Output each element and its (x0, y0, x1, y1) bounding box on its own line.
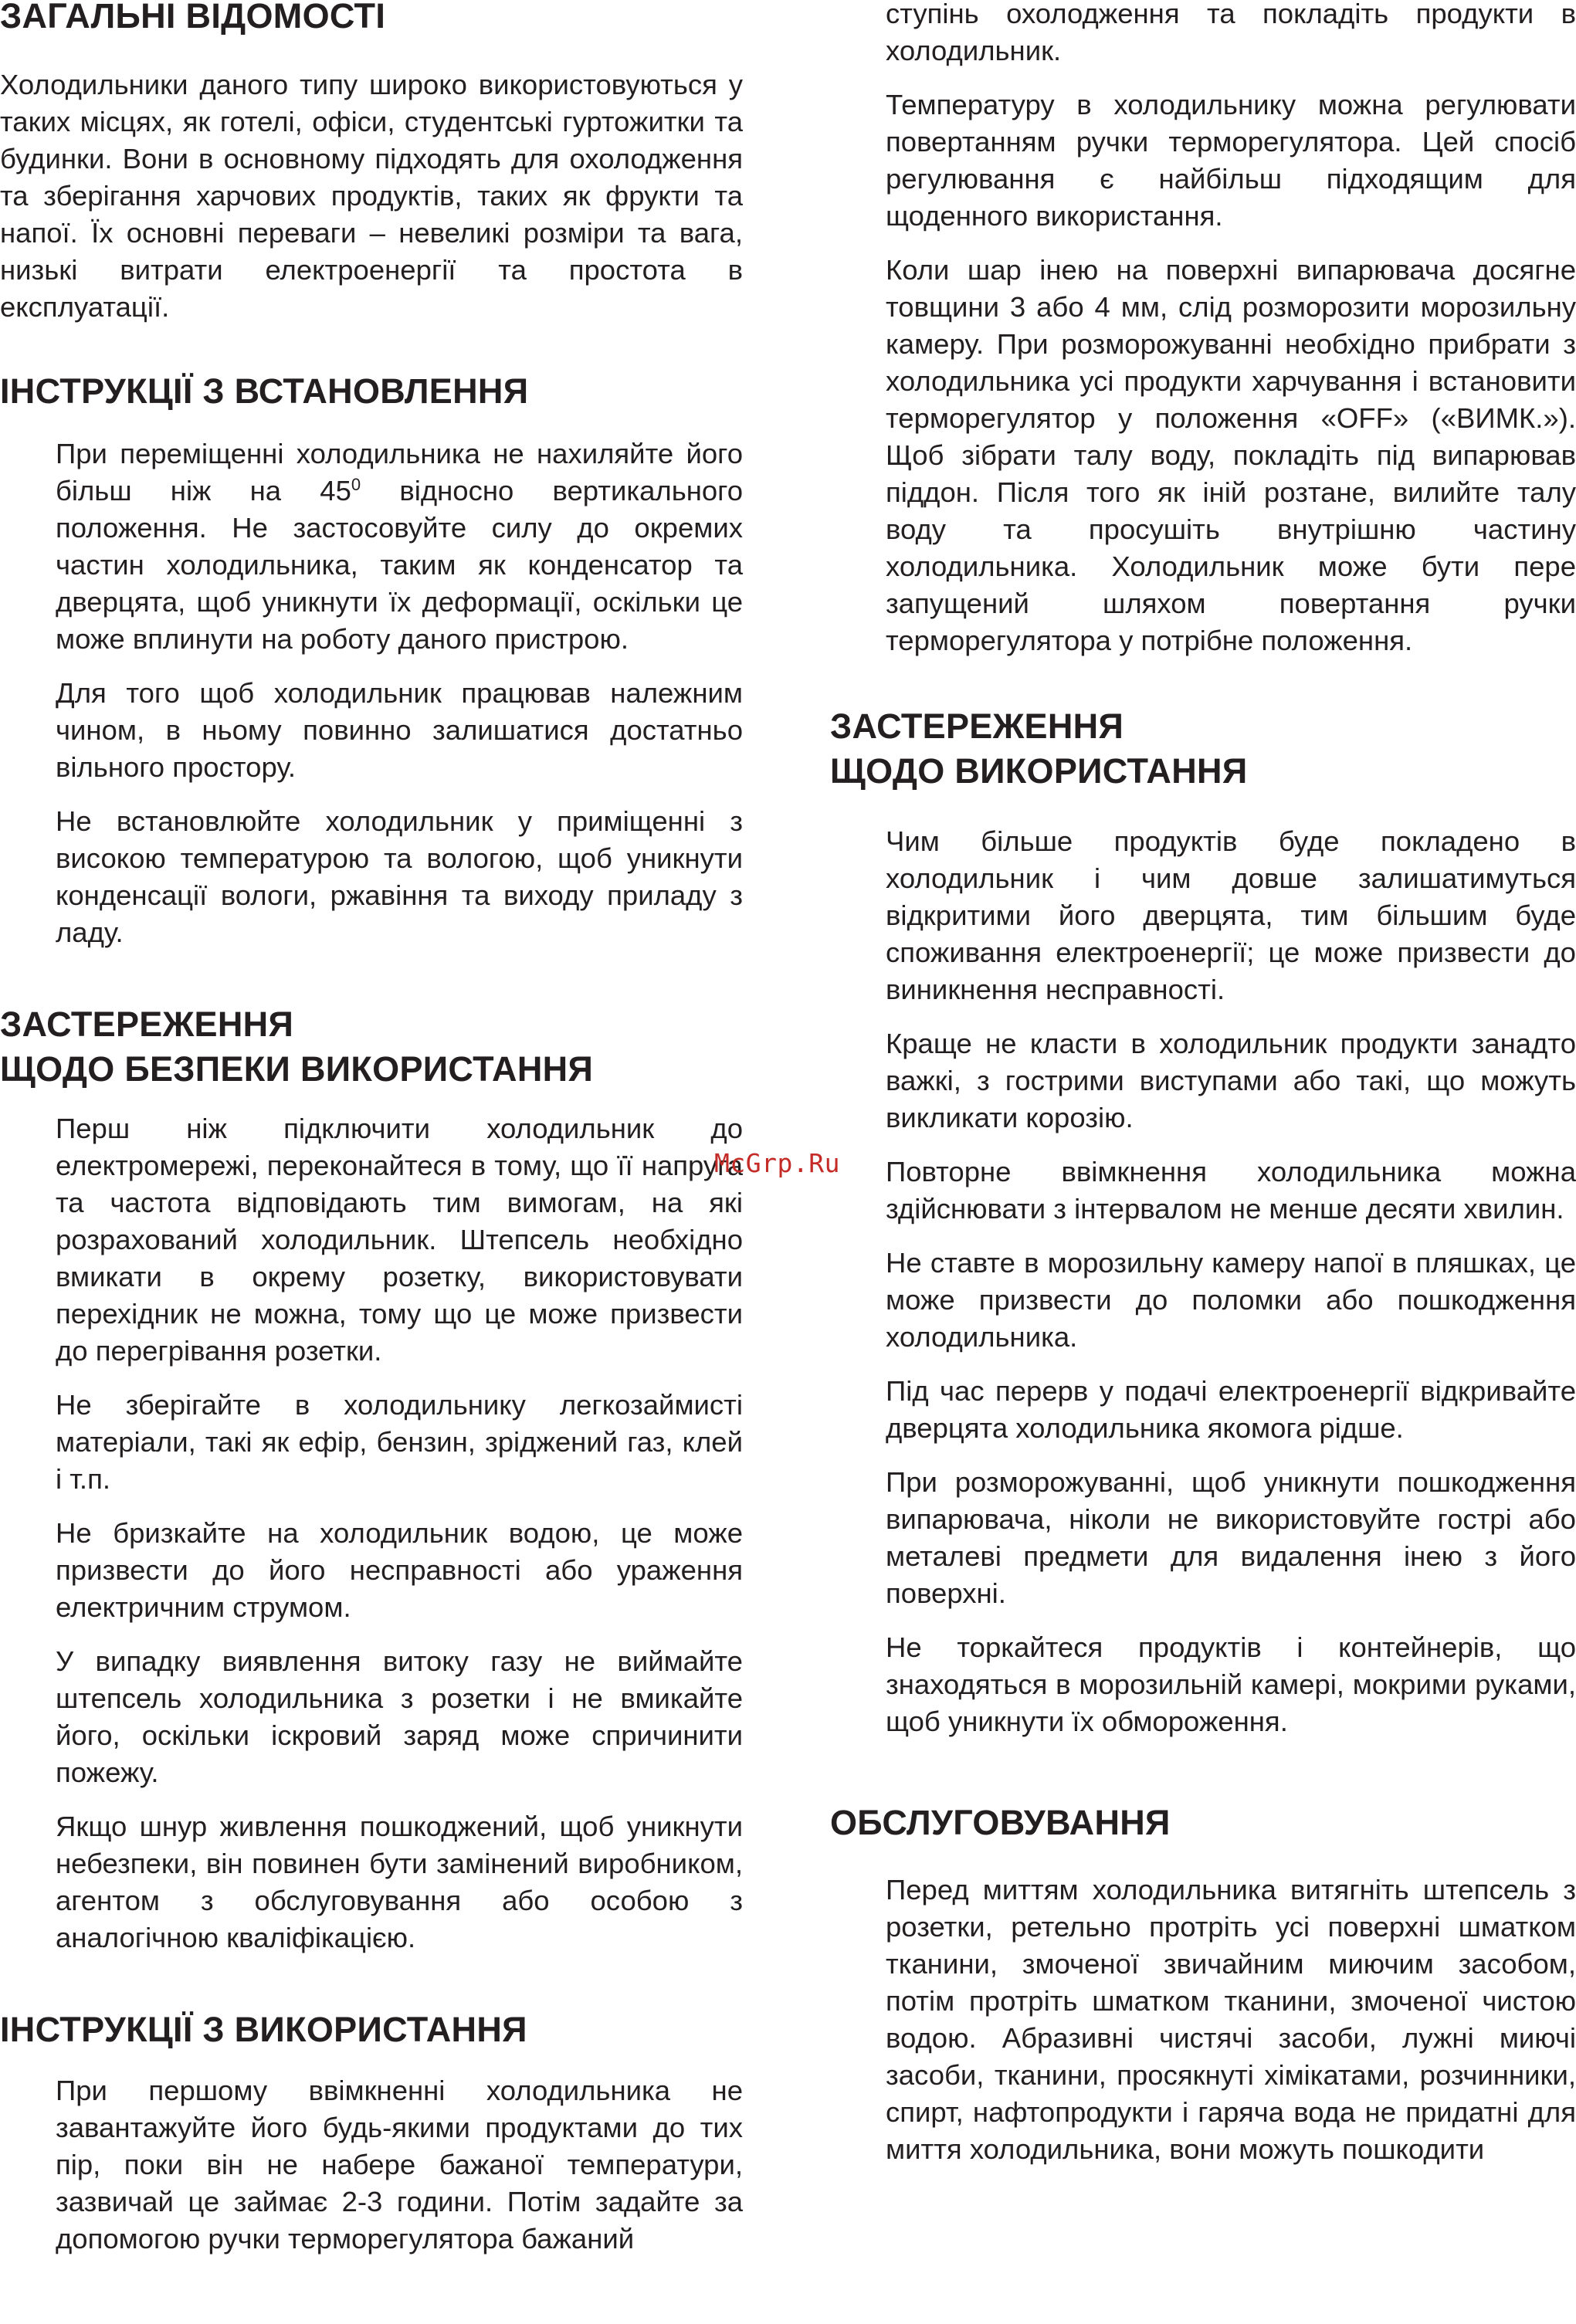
caution-paragraph-5: Під час перерв у подачі електроенергії відкривайте дверцята холодильника якомога рідше. (886, 1375, 1576, 1444)
safety-paragraph-3: Не бризкайте на холодильник водою, це може призвести до його несправності або ураження електричним струмом. (56, 1517, 743, 1623)
caution-paragraph-4: Не ставте в морозильну камеру напої в пляшках, це може призвести до поломки або пошкодження холодильника. (886, 1247, 1576, 1353)
installation-paragraph-2: Для того щоб холодильник працював належним чином, в ньому повинно залишатися достатньо вільного простору. (56, 677, 743, 783)
left-column (0, 0, 743, 2258)
caution-paragraph-3: Повторне ввімкнення холодильника можна здійснювати з інтервалом не менше десяти хвилин. (886, 1156, 1576, 1225)
section-title-installation: ІНСТРУКЦІЇ З ВСТАНОВЛЕННЯ (0, 371, 529, 411)
section-title-safety-line-2: ЩОДО БЕЗПЕКИ ВИКОРИСТАННЯ (0, 1049, 594, 1089)
section-title-caution-line-1: ЗАСТЕРЕЖЕННЯ (830, 706, 1124, 746)
installation-paragraph-1 (0, 435, 743, 658)
installation-paragraph-3: Не встановлюйте холодильник у приміщенні з високою температурою та вологою, щоб уникнути конденсації вологи, ржавіння та виходу приладу з ладу. (56, 805, 743, 948)
section-title-service: ОБСЛУГОВУВАННЯ (830, 1803, 1171, 1842)
service-paragraph-1: Перед миттям холодильника витягніть штепсель з розетки, ретельно протріть усі поверхні шматком тканини, змоченої звичайним миючим засобом, потім протріть шматком тканини, змоченої чистою водою. Абразивні чистячі засоби, лужні миючі засоби, тканини, просякнуті хімікатами, розчинники, спирт, нафтопродукти і гаряча вода не придатні для миття холодильника, вони можуть пошкодити (886, 1874, 1576, 2165)
section-title-safety-line-1: ЗАСТЕРЕЖЕННЯ (0, 1004, 294, 1044)
section-title-caution-line-2: ЩОДО ВИКОРИСТАННЯ (830, 751, 1248, 791)
degree-superscript: 0 (351, 474, 361, 494)
safety-paragraph-4: У випадку виявлення витоку газу не виймайте штепсель холодильника з розетки і не вмикайте його, оскільки іскровий заряд може спричинити пожежу. (56, 1645, 743, 1788)
caution-paragraph-2: Краще не класти в холодильник продукти занадто важкі, з гострими виступами або такі, що можуть викликати корозію. (886, 1028, 1576, 1133)
usage-paragraph-2: Температуру в холодильнику можна регулювати повертанням ручки терморегулятора. Цей спосіб регулювання є найбільш підходящим для щоденного використання. (886, 89, 1576, 232)
section-title-caution (830, 704, 1576, 794)
installation-paragraph-1-text-a: При переміщенні холодильника не нахиляйте його більш ніж на 45 (56, 438, 743, 506)
safety-paragraph-5: Якщо шнур живлення пошкоджений, щоб уникнути небезпеки, він повинен бути замінений виробником, агентом з обслуговування або особою з аналогічною кваліфікацією. (56, 1811, 743, 1953)
watermark-text: McGrp.Ru (714, 1148, 840, 1178)
installation-paragraph-1-text-b: відносно вертикального положення. Не застосовуйте силу до окремих частин холодильника, таким як конденсатор та дверцята, щоб уникнути їх деформації, оскільки це може вплинути на роботу даного пристрою. (56, 475, 743, 655)
caution-paragraph-7: Не торкайтеся продуктів і контейнерів, що знаходяться в морозильній камері, мокрими руками, щоб уникнути їх обмороження. (886, 1631, 1576, 1737)
section-title-safety (0, 1002, 743, 1092)
general-paragraph: Холодильники даного типу широко використовуються у таких місцях, як готелі, офіси, студентські гуртожитки та будинки. Вони в основному підходять для охолодження та зберігання харчових продуктів, таких як фрукти та напої. Їх основні переваги – невеликі розміри та вага, низькі витрати електроенергії та простота в експлуатації. (0, 69, 743, 323)
right-column (830, 0, 1576, 2168)
usage-paragraph-3: Коли шар інею на поверхні випарювача досягне товщини 3 або 4 мм, слід розморозити морозильну камеру. При розморожуванні необхідно прибрати з холодильника усі продукти харчування і встановити терморегулятор у положення «OFF» («ВИМК.»). Щоб зібрати талу воду, покладіть під випарював піддон. Після того як іній розтане, вилийте талу воду та просушіть внутрішню частину холодильника. Холодильник може бути пере запущений шляхом повертання ручки терморегулятора у потрібне положення. (886, 254, 1576, 656)
usage-paragraph-1-continued: ступінь охолодження та покладіть продукти в холодильник. (886, 0, 1576, 66)
caution-paragraph-6: При розморожуванні, щоб уникнути пошкодження випарювача, ніколи не використовуйте гострі або металеві предмети для видалення інею з його поверхні. (886, 1466, 1576, 1609)
usage-paragraph-1: При першому ввімкненні холодильника не завантажуйте його будь-якими продуктами до тих пір, поки він не набере бажаної температури, зазвичай це займає 2-3 години. Потім задайте за допомогою ручки терморегулятора бажаний (56, 2075, 743, 2255)
section-title-usage: ІНСТРУКЦІЇ З ВИКОРИСТАННЯ (0, 2010, 527, 2049)
caution-paragraph-1: Чим більше продуктів буде покладено в холодильник і чим довше залишатимуться відкритими його дверцята, тим більшим буде споживання електроенергії; це може призвести до виникнення несправності. (886, 825, 1576, 1005)
section-title-general: ЗАГАЛЬНІ ВІДОМОСТІ (0, 0, 386, 36)
safety-paragraph-1: Перш ніж підключити холодильник до електромережі, переконайтеся в тому, що її напруга та частота відповідають тим вимогам, на які розрахований холодильник. Штепсель необхідно вмикати в окрему розетку, використовувати перехідник не можна, тому що це може призвести до перегрівання розетки. (56, 1113, 743, 1367)
safety-paragraph-2: Не зберігайте в холодильнику легкозаймисті матеріали, такі як ефір, бензин, зріджений газ, клей і т.п. (56, 1389, 743, 1495)
